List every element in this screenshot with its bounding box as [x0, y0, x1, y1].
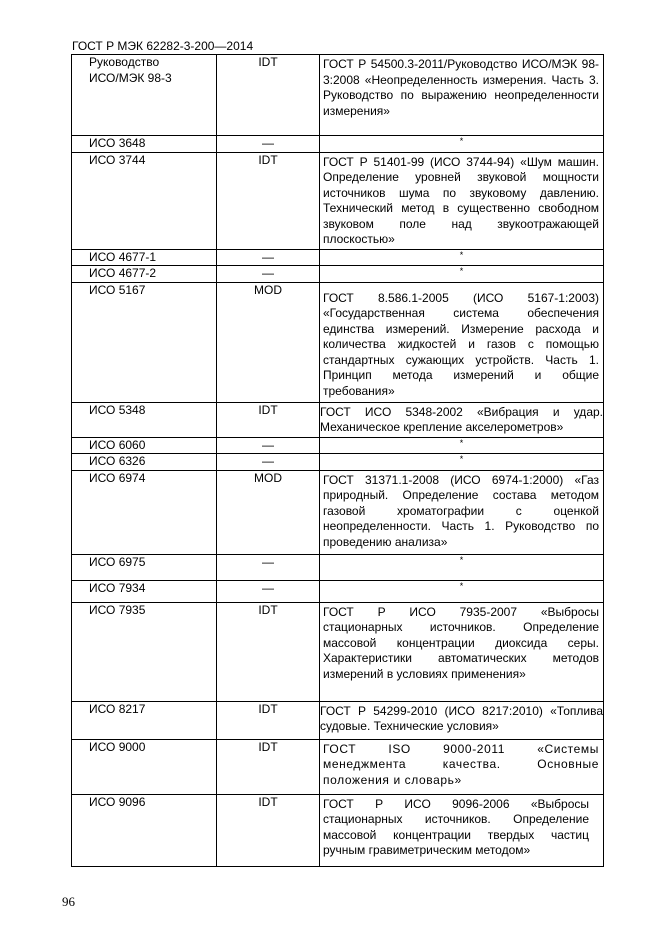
national-cell: ГОСТ Р 54500.3-2011/Руководство ИСО/МЭК 98-3:2008 «Неопределенность измерения. Часть 3. Руководство по выражению неопределенности измерения»: [320, 55, 604, 136]
degree-cell: MOD: [217, 470, 320, 554]
degree-cell: IDT: [217, 739, 320, 794]
national-cell: ГОСТ Р ИСО 9096-2006 «Выбросы стационарных источников. Определение массовой концентрации твердых частиц ручным гравиметрическим методом»: [320, 794, 604, 866]
table-row: [72, 152, 604, 249]
doc-cell: ИСО 6060: [72, 437, 217, 454]
table-row: [72, 55, 604, 136]
document-header: ГОСТ Р МЭК 62282-3-200—2014: [72, 39, 254, 53]
table-row: [72, 470, 604, 554]
doc-cell: ИСО 8217: [72, 701, 217, 739]
degree-cell: —: [217, 249, 320, 266]
national-cell: ГОСТ ИСО 5348-2002 «Вибрация и удар. Механическое крепление акселерометров»: [320, 402, 604, 437]
table-row: [72, 580, 604, 602]
doc-cell: ИСО 5167: [72, 282, 217, 402]
degree-cell: IDT: [217, 602, 320, 701]
degree-cell: IDT: [217, 701, 320, 739]
degree-cell: IDT: [217, 794, 320, 866]
table-row: [72, 249, 604, 266]
doc-cell: ИСО 5348: [72, 402, 217, 437]
table-row: [72, 266, 604, 283]
degree-cell: —: [217, 580, 320, 602]
doc-cell: ИСО 4677-1: [72, 249, 217, 266]
national-cell: ГОСТ Р 54299-2010 (ИСО 8217:2010) «Топлива судовые. Технические условия»: [320, 701, 604, 739]
doc-cell: ИСО 6975: [72, 554, 217, 580]
doc-cell: ИСО 9096: [72, 794, 217, 866]
doc-cell: ИСО 3648: [72, 136, 217, 153]
doc-cell: Руководство ИСО/МЭК 98-3: [72, 55, 217, 136]
national-cell: *: [320, 554, 604, 580]
national-cell: *: [320, 266, 604, 283]
doc-cell: ИСО 9000: [72, 739, 217, 794]
table-row: [72, 282, 604, 402]
table-row: [72, 602, 604, 701]
table-row: [72, 554, 604, 580]
page-number: 96: [62, 894, 75, 909]
degree-cell: IDT: [217, 152, 320, 249]
degree-cell: —: [217, 266, 320, 283]
national-cell: ГОСТ Р ИСО 7935-2007 «Выбросы стационарных источников. Определение массовой концентрации диоксида серы. Характеристики автоматических методов измерений в условиях применения»: [320, 602, 604, 701]
doc-cell: ИСО 4677-2: [72, 266, 217, 283]
doc-cell: ИСО 7935: [72, 602, 217, 701]
degree-cell: —: [217, 454, 320, 471]
doc-cell: ИСО 7934: [72, 580, 217, 602]
national-cell: ГОСТ ISO 9000-2011 «Системы менеджмента качества. Основные положения и словарь»: [320, 739, 604, 794]
table-row: [72, 794, 604, 866]
national-cell: *: [320, 580, 604, 602]
degree-cell: —: [217, 437, 320, 454]
national-cell: *: [320, 437, 604, 454]
table-row: [72, 402, 604, 437]
doc-cell: ИСО 6974: [72, 470, 217, 554]
table-row: [72, 136, 604, 153]
degree-cell: MOD: [217, 282, 320, 402]
degree-cell: —: [217, 136, 320, 153]
table-row: [72, 454, 604, 471]
degree-cell: IDT: [217, 55, 320, 136]
national-cell: *: [320, 454, 604, 471]
national-cell: ГОСТ Р 51401-99 (ИСО 3744-94) «Шум машин. Определение уровней звуковой мощности источников шума по звуковому давлению. Технический метод в существенно свободном звуковом поле над звукоотражающей плоскостью»: [320, 152, 604, 249]
national-cell: ГОСТ 8.586.1-2005 (ИСО 5167-1:2003) «Государственная система обеспечения единства измерений. Измерение расхода и количества жидкостей и газов с помощью стандартных сужающих устройств. Часть 1. Принцип метода измерений и общие требования»: [320, 282, 604, 402]
degree-cell: IDT: [217, 402, 320, 437]
national-cell: *: [320, 136, 604, 153]
table-row: [72, 437, 604, 454]
table-row: [72, 739, 604, 794]
table-row: [72, 701, 604, 739]
doc-cell: ИСО 3744: [72, 152, 217, 249]
reference-table: [71, 54, 604, 867]
degree-cell: —: [217, 554, 320, 580]
doc-cell: ИСО 6326: [72, 454, 217, 471]
national-cell: *: [320, 249, 604, 266]
national-cell: ГОСТ 31371.1-2008 (ИСО 6974-1:2000) «Газ природный. Определение состава методом газовой хроматографии с оценкой неопределенности. Часть 1. Руководство по проведению анализа»: [320, 470, 604, 554]
